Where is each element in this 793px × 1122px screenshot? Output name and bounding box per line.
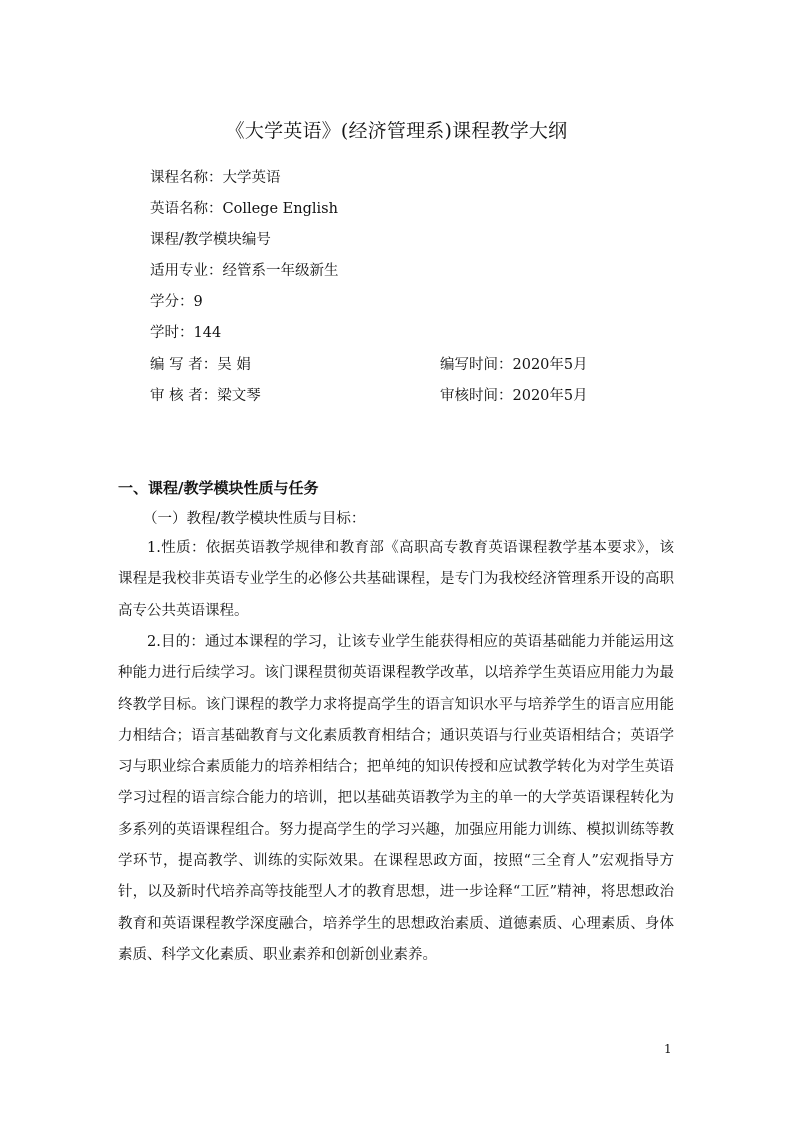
review-time: 审核时间：2020年5月 xyxy=(440,388,588,404)
sub-heading: （一）教程/教学模块性质与目标： xyxy=(143,511,366,527)
course-name: 课程名称：大学英语 xyxy=(150,170,281,186)
page-number: 1 xyxy=(664,1042,672,1056)
written-time: 编写时间：2020年5月 xyxy=(440,357,588,373)
applicable-major: 适用专业：经管系一年级新生 xyxy=(150,263,339,279)
paragraph-purpose: 2.目的：通过本课程的学习，让该专业学生能获得相应的英语基础能力并能运用这种能力进行后续学习。该门课程贯彻英语课程教学改革，以培养学生英语应用能力为最终教学目标。该门课程的教学力求将提高学生的语言知识水平与培养学生的语言应用能力相结合；语言基础教育与文化素质教育相结合；通识英语与行业英语相结合；英语学习与职业综合素质能力的培养相结合；把单纯的知识传授和应试教学转化为对学生英语学习过程的语言综合能力的培训，把以基础英语教学为主的单一的大学英语课程转化为多系列的英语课程组合。努力提高学生的学习兴趣，加强应用能力训练、模拟训练等教学环节，提高教学、训练的实际效果。在课程思政方面，按照“三全育人”宏观指导方针，以及新时代培养高等技能型人才的教育思想，进一步诠释“工匠”精神，将思想政治教育和英语课程教学深度融合，培养学生的思想政治素质、道德素质、心理素质、身体素质、科学文化素质、职业素养和创新创业素养。 xyxy=(118,634,674,963)
section-heading: 一、课程/教学模块性质与任务 xyxy=(118,479,319,497)
module-code: 课程/教学模块编号 xyxy=(150,232,271,248)
paragraph-nature: 1.性质：依据英语教学规律和教育部《高职高专教育英语课程教学基本要求》，该课程是我校非英语专业学生的必修公共基础课程，是专门为我校经济管理系开设的高职高专公共英语课程。 xyxy=(118,540,674,619)
english-name: 英语名称：College English xyxy=(150,201,338,217)
author: 编 写 者：吴 娟 xyxy=(150,357,251,373)
credits: 学分：9 xyxy=(150,294,203,310)
reviewer: 审 核 者：梁文琴 xyxy=(150,388,261,404)
document-title: 《大学英语》(经济管理系)课程教学大纲 xyxy=(225,120,568,142)
hours: 学时：144 xyxy=(150,325,222,341)
